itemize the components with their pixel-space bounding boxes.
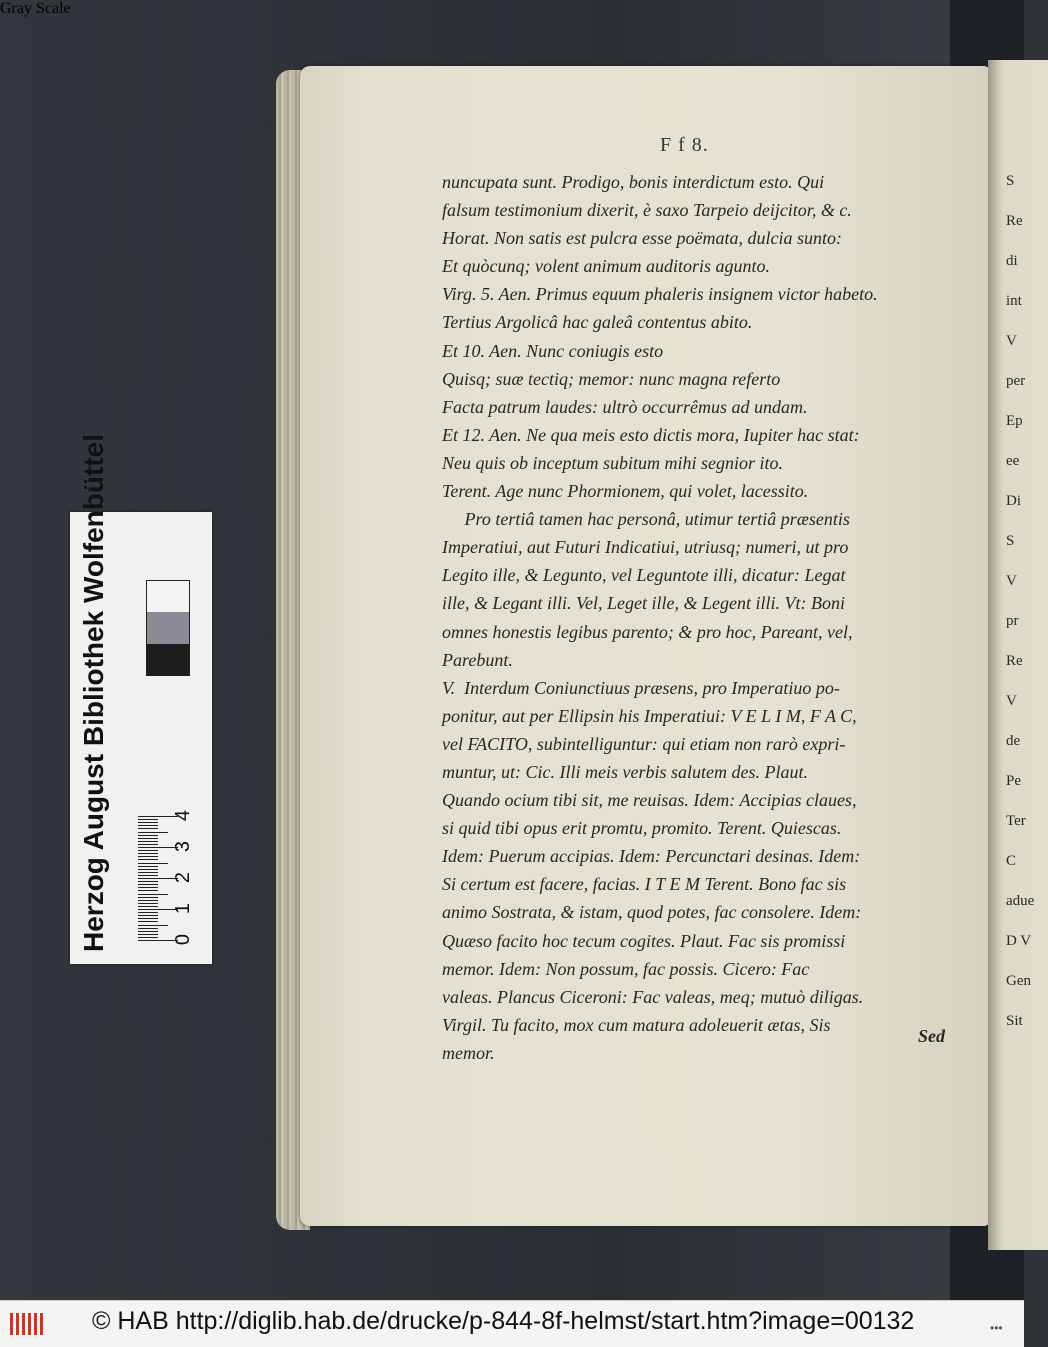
ruler-number: 1 [172, 902, 195, 915]
text-line: Tertius Argolicâ hac galeâ contentus abito. [442, 312, 753, 333]
next-page-fragment: C [1006, 853, 1017, 869]
ruler-tick [138, 863, 168, 864]
swatch-cell [147, 581, 189, 612]
ruler-tick [138, 900, 158, 901]
text-line: Horat. Non satis est pulcra esse poëmata, dulcia sunto: [442, 228, 842, 249]
ruler-tick [138, 897, 158, 898]
next-page-fragment: Di [1006, 493, 1021, 509]
next-page-fragment: Gen [1006, 973, 1031, 989]
next-page-fragment: V [1006, 693, 1017, 709]
text-line: valeas. Plancus Ciceroni: Fac valeas, meq; mutuò diligas. [442, 986, 864, 1007]
text-line: falsum testimonium dixerit, è saxo Tarpeio deijcitor, & c. [442, 200, 852, 221]
swatch-cell [147, 644, 189, 675]
text-line: Facta patrum laudes: ultrò occurrêmus ad undam. [442, 396, 808, 417]
ruler-tick [138, 859, 158, 860]
text-line: memor. [442, 1042, 495, 1063]
text-line: Et 12. Aen. Ne qua meis esto dictis mora, Iupiter hac stat: [442, 424, 860, 445]
ruler-tick [138, 934, 158, 935]
text-line: nuncupata sunt. Prodigo, bonis interdictum esto. Qui [442, 172, 825, 192]
ruler-ticks [138, 809, 195, 946]
ruler-tick [138, 832, 168, 833]
next-page-fragment: S [1006, 533, 1015, 549]
text-line: Quisq; suæ tectiq; memor: nunc magna referto [442, 368, 781, 389]
text-line: Virg. 5. Aen. Primus equum phaleris insignem victor habeto. [442, 284, 878, 305]
ruler-tick [138, 887, 158, 888]
ruler-tick [138, 903, 158, 904]
ruler-tick [138, 835, 158, 836]
text-line: ponitur, aut per Ellipsin his Imperatiui: V E L I M, F A C, [442, 705, 857, 726]
text-line: Et quòcunq; volent animum auditoris agunto. [442, 256, 770, 277]
ruler-tick [138, 822, 158, 823]
swatch-cell [147, 612, 189, 643]
text-line: si quid tibi opus erit promtu, promito. Terent. Quiescas. [442, 818, 842, 839]
next-page-edge [988, 60, 1048, 1250]
next-page-fragment: Pe [1006, 773, 1021, 789]
next-page-fragment: D V [1006, 933, 1032, 949]
ruler-tick [138, 853, 158, 854]
ruler-tick [138, 912, 158, 913]
ruler-number: 2 [172, 871, 195, 884]
next-page-fragment: per [1006, 373, 1026, 389]
text-line: Et 10. Aen. Nunc coniugis esto [442, 340, 664, 361]
text-line: Parebunt. [442, 649, 513, 670]
ruler-tick [138, 850, 158, 851]
page-body-text [442, 168, 982, 1067]
text-line: Virgil. Tu facito, mox cum matura adoleuerit ætas, Sis [442, 1014, 831, 1035]
next-page-fragment: Ep [1006, 413, 1023, 429]
ruler-gray-scale-label: Gray Scale [0, 0, 71, 17]
ruler-tick [138, 918, 158, 919]
next-page-fragment: int [1006, 293, 1022, 309]
next-page-fragment: di [1006, 253, 1018, 269]
ruler-tick [138, 937, 158, 938]
next-page-fragment: Sit [1006, 1013, 1023, 1029]
ruler-tick [138, 915, 158, 916]
text-line: Imperatiui, aut Futuri Indicatiui, utriusq; numeri, ut pro [442, 537, 849, 558]
next-page-fragment: de [1006, 733, 1021, 749]
next-page-fragment: pr [1006, 613, 1019, 629]
footer-bar [0, 1300, 1024, 1347]
text-line: animo Sostrata, & istam, quod potes, fac consolere. Idem: [442, 902, 862, 923]
text-line: Legito ille, & Legunto, vel Leguntote illi, dicatur: Legat [442, 565, 846, 586]
next-page-fragment: adue [1006, 893, 1035, 909]
ruler-tick [138, 906, 158, 907]
next-page-fragment: S [1006, 173, 1015, 189]
text-line: memor. Idem: Non possum, fac possis. Cicero: Fac [442, 958, 810, 979]
ruler-tick [138, 828, 158, 829]
ruler-institution: Herzog August Bibliothek Wolfenbüttel [78, 434, 109, 952]
ruler-tick [138, 819, 158, 820]
text-line: Quando ocium tibi sit, me reuisas. Idem: Accipias claues, [442, 790, 857, 811]
ruler-number: 3 [172, 840, 195, 853]
ruler-tick [138, 894, 168, 895]
footer-copyright[interactable]: © HAB http://diglib.hab.de/drucke/p-844-8f-helmst/start.htm?image=00132 [92, 1307, 915, 1335]
next-page-fragment: ee [1006, 453, 1020, 469]
text-line: ille, & Legant illi. Vel, Leget ille, & Legent illi. Vt: Boni [442, 593, 845, 614]
next-page-fragment: V [1006, 333, 1017, 349]
ruler-tick [138, 866, 158, 867]
ruler-tick [138, 838, 158, 839]
next-page-fragment: Re [1006, 213, 1023, 229]
ruler-number: 4 [172, 809, 195, 822]
ruler-tick [138, 825, 158, 826]
ruler-tick [138, 841, 158, 842]
text-line: V. Interdum Coniunctiuus præsens, pro Imperatiuo po- [442, 677, 840, 698]
ruler-tick [138, 872, 158, 873]
ruler-number: 0 [172, 933, 195, 946]
text-line: omnes honestis legibus parento; & pro hoc, Pareant, vel, [442, 621, 853, 642]
gray-scale-swatch [146, 580, 190, 676]
text-line: Quæso facito hoc tecum cogites. Plaut. Fac sis promissi [442, 930, 846, 951]
ruler-tick [138, 884, 158, 885]
ruler-tick [138, 881, 158, 882]
ruler-tick [138, 890, 158, 891]
text-line: vel FACITO, subintelliguntur: qui etiam non rarò expri- [442, 733, 846, 754]
text-line: Terent. Age nunc Phormionem, qui volet, lacessito. [442, 481, 809, 502]
ruler-tick [138, 921, 158, 922]
next-page-fragment: Re [1006, 653, 1023, 669]
text-line: Idem: Puerum accipias. Idem: Percunctari desinas. Idem: [442, 846, 861, 867]
ruler-tick [138, 844, 158, 845]
text-line: muntur, ut: Cic. Illi meis verbis salutem des. Plaut. [442, 761, 808, 782]
ruler-tick [138, 925, 168, 926]
text-line: Neu quis ob inceptum subitum mihi segnior ito. [442, 452, 783, 473]
catchword: Sed [918, 1026, 945, 1046]
ruler-tick [138, 928, 158, 929]
more-icon[interactable]: ••• [990, 1321, 1003, 1335]
ruler-tick [138, 856, 158, 857]
ruler-tick [138, 931, 158, 932]
ruler-tick [138, 869, 158, 870]
page-folio: F f 8. [660, 134, 709, 156]
next-page-fragment: V [1006, 573, 1017, 589]
ruler-tick [138, 875, 158, 876]
text-line: Si certum est facere, facias. I T E M Terent. Bono fac sis [442, 874, 847, 895]
text-line: Pro tertiâ tamen hac personâ, utimur tertiâ præsentis [442, 509, 850, 530]
hab-logo-icon [10, 1313, 46, 1335]
next-page-fragment: Ter [1006, 813, 1026, 829]
